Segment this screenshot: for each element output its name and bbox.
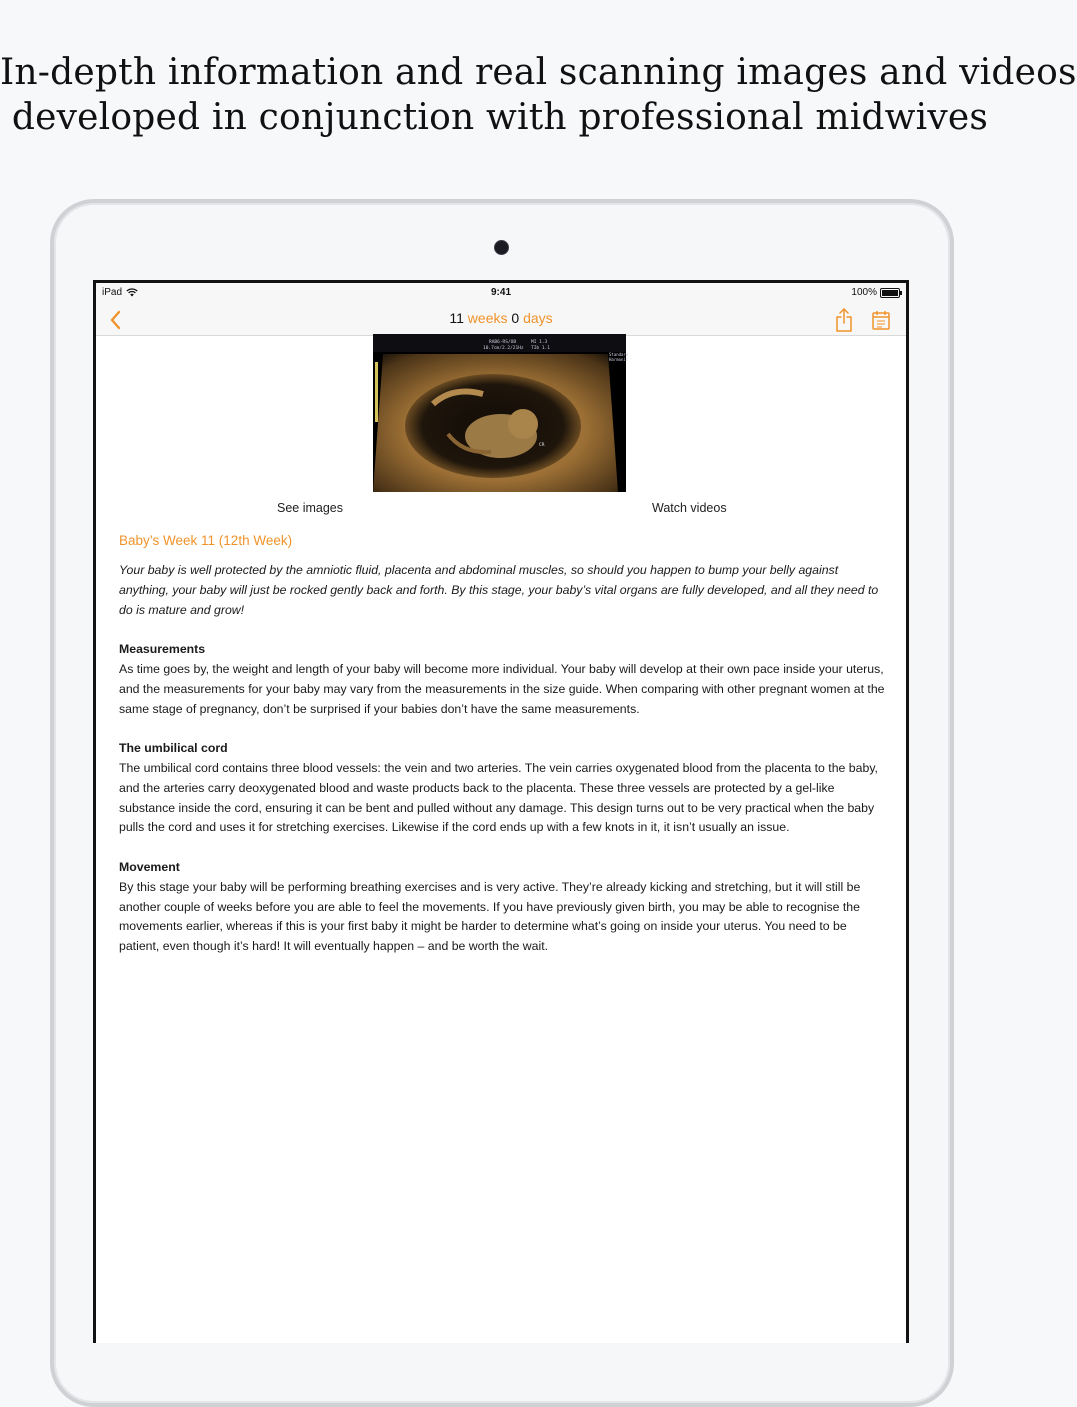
section-body: By this stage your baby will be performing breathing exercises and is very active. They’re already kicking and stretching, but it will still be another couple of weeks before you are able to feel the movements. If you have previously given birth, you may be able to recognise the movements earlier, whereas if this is your first baby it might be harder to determine what’s going on inside your uterus. You need to be patient, even though it’s hard! It will eventually happen – and be worth the wait. bbox=[119, 879, 861, 954]
scan-overlay-4: TIb 1.1 bbox=[531, 346, 550, 351]
section-heading: Measurements bbox=[119, 642, 206, 657]
status-bar bbox=[96, 283, 906, 303]
status-time: 9:41 bbox=[490, 287, 511, 298]
weeks-value: 11 bbox=[449, 310, 464, 326]
navigation-bar bbox=[96, 303, 906, 336]
headline-line-2: developed in conjunction with professional midwives bbox=[11, 97, 989, 138]
article-body bbox=[119, 561, 887, 977]
app-screen bbox=[93, 280, 909, 1343]
article-section bbox=[119, 640, 887, 719]
scan-overlay-7: CR bbox=[539, 443, 545, 448]
calendar-button[interactable] bbox=[870, 309, 892, 331]
battery-percent: 100% bbox=[851, 287, 877, 298]
scan-overlay-5: Standard bbox=[609, 352, 629, 357]
calendar-icon bbox=[873, 311, 889, 329]
ultrasound-scan-image[interactable] bbox=[373, 334, 629, 492]
scan-overlay-6: Harmonic bbox=[609, 357, 629, 362]
section-body: The umbilical cord contains three blood vessels: the vein and two arteries. The vein carries oxygenated blood from the placenta to the baby, and the arteries carry deoxygenated blood and waste products back to the placenta. These three vessels are protected by a gel-like substance inside the cord, ensuring it can be bent and pulled without any damage. This design turns out to be very practical when the baby pulls the cord and uses it for stretching exercises. Likewise if the cord ends up with a few knots in it, it isn’t usually an issue. bbox=[119, 760, 878, 835]
days-label: days bbox=[523, 310, 553, 326]
front-camera bbox=[494, 240, 509, 255]
article-intro: Your baby is well protected by the amniotic fluid, placenta and abdominal muscles, so should you happen to bump your belly against anything, your baby will just be rocked gently back and forth. By this stage, your baby’s vital organs are fully developed, and all they need to do is mature and grow! bbox=[119, 563, 879, 617]
weeks-label: weeks bbox=[467, 310, 508, 326]
share-button[interactable] bbox=[833, 307, 855, 333]
scan-overlay-1: RAB6-RS/OB bbox=[489, 340, 517, 345]
ultrasound-scan-graphic bbox=[373, 334, 629, 492]
article-title: Baby’s Week 11 (12th Week) bbox=[119, 533, 293, 548]
share-icon bbox=[837, 309, 851, 331]
scan-overlay-2: MI 1.3 bbox=[531, 340, 548, 345]
battery-icon bbox=[880, 288, 900, 298]
section-body: As time goes by, the weight and length of your baby will become more individual. Your baby will develop at their own pace inside your uterus, and the measurements for your baby may vary from the measurements in the size guide. When comparing with other pregnant women at the same stage of pregnancy, don’t be surprised if your babies don’t have the same measurements. bbox=[119, 661, 885, 716]
section-heading: Movement bbox=[119, 859, 180, 874]
headline-line-1: In-depth information and real scanning images and videos bbox=[0, 52, 1077, 93]
marketing-headline bbox=[0, 50, 1077, 140]
scan-overlay-3: 10.7cm/2.2/21Hz bbox=[483, 346, 524, 351]
section-heading: The umbilical cord bbox=[119, 741, 228, 756]
article-section bbox=[119, 739, 887, 838]
see-images-link[interactable]: See images bbox=[277, 501, 344, 515]
days-value: 0 bbox=[511, 310, 520, 326]
status-right bbox=[851, 287, 900, 298]
watch-videos-link[interactable]: Watch videos bbox=[652, 501, 727, 515]
article-section bbox=[119, 858, 887, 957]
nav-title bbox=[96, 310, 906, 326]
device-name: iPad bbox=[102, 287, 123, 298]
